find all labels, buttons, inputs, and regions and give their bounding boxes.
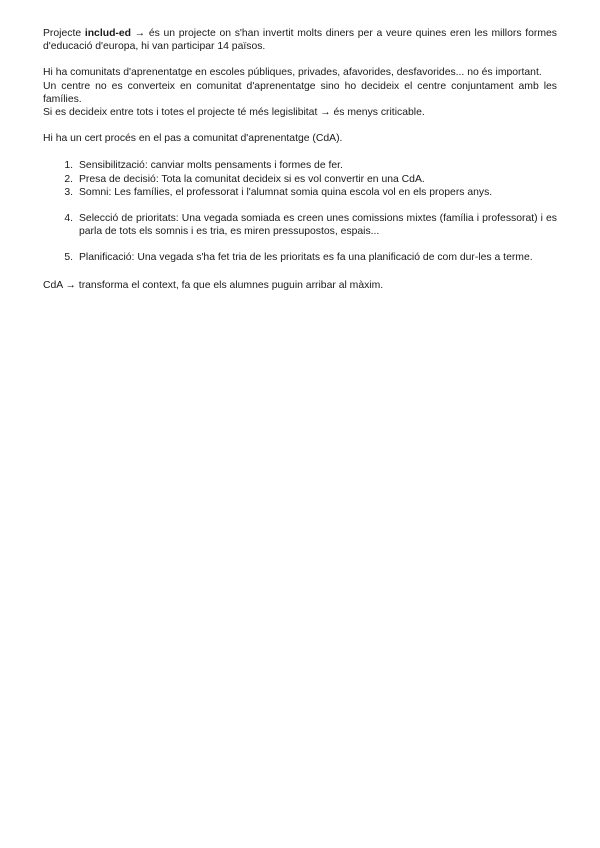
spacer [43,145,557,159]
intro-paragraph [43,27,557,53]
communities-paragraph: Hi ha comunitats d'aprenentatge en escoles públiques, privades, afavorides, desfavorides... no és important. [43,67,542,79]
spacer [43,238,557,251]
list-item-text: Selecció de prioritats: Una vegada somiada es creen unes comissions mixtes (família i professorat) i es parla de tots els somnis i es tria, es miren pressupostos, espais... [79,213,557,238]
conclusion-paragraph: CdA → transforma el context, fa que els alumnes puguin arribar al màxim. [43,279,384,291]
process-paragraph: Hi ha un cert procés en el pas a comunitat d'aprenentatge (CdA). [43,133,343,145]
intro-text-post: → és un projecte on s'han invertit molts diners per a veure quines eren les millors formes d'educació d'europa, hi van participar 14 països. [43,28,557,53]
project-name: includ-ed [84,28,132,39]
legitimacy-paragraph: Si es decideix entre tots i totes el projecte té més legislibitat → és menys criticable. [43,107,425,119]
spacer [43,265,557,279]
list-item-number: 5. [64,252,73,264]
list-item-text: Presa de decisió: Tota la comunitat decideix si es vol convertir en una CdA. [79,173,425,185]
list-item [43,251,557,264]
list-item-number: 4. [64,213,73,225]
list-item-text: Sensibilització: canviar molts pensaments i formes de fer. [79,160,343,172]
intro-text-pre: Projecte [43,28,85,39]
spacer [43,199,557,212]
list-item-number: 2. [64,173,73,185]
list-item [43,159,557,172]
list-item-number: 3. [64,186,73,198]
spacer [43,119,557,132]
list-item-number: 1. [64,160,73,172]
spacer [43,53,557,66]
list-item [43,212,557,238]
process-steps-list [43,159,557,264]
list-item-text: Somni: Les famílies, el professorat i l'alumnat somia quina escola vol en els propers anys. [79,186,493,198]
document-body [43,27,557,292]
list-item-text: Planificació: Una vegada s'ha fet tria de les prioritats es fa una planificació de com dur-les a terme. [79,252,533,264]
list-item [43,173,557,186]
decision-paragraph: Un centre no es converteix en comunitat d'aprenentatge sino ho decideix el centre conjuntament amb les famílies. [43,80,557,105]
list-item [43,186,557,199]
